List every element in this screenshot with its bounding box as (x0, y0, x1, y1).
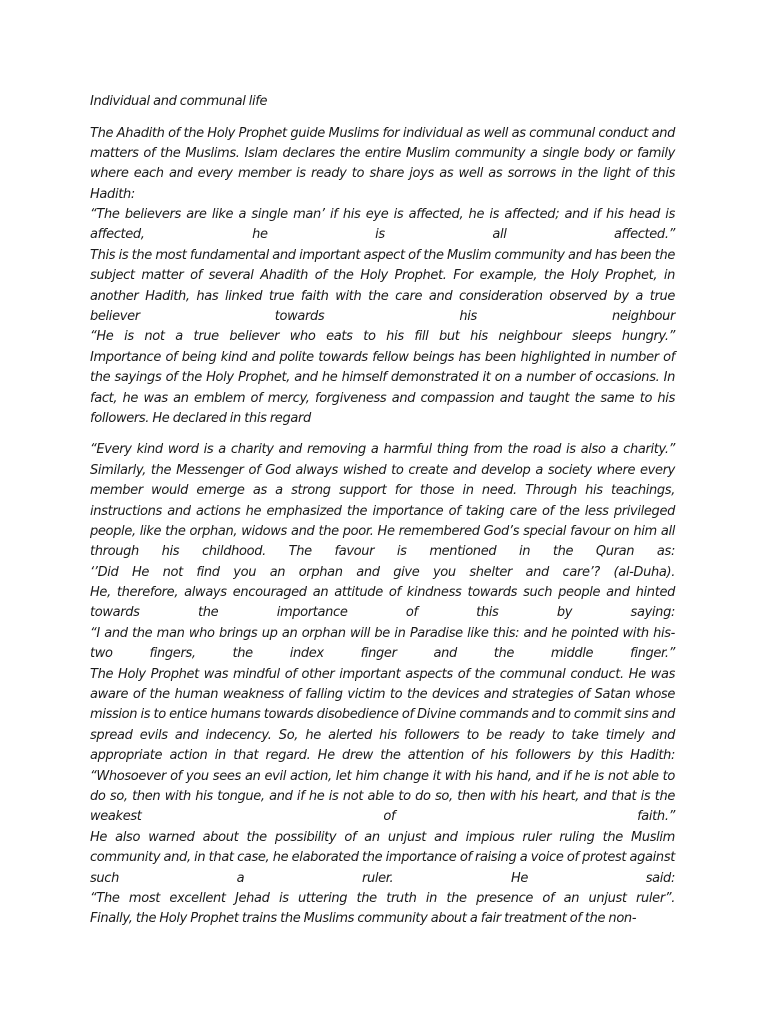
text-line: mission is to entice humans towards disobedience of Divine commands and to commit sins and (90, 707, 675, 723)
text-line: people, like the orphan, widows and the poor. He remembered God’s special favour on him all (90, 523, 675, 539)
text-line: He, therefore, always encouraged an attitude of kindness towards such people and hinted (90, 585, 675, 601)
text-line: where each and every member is ready to share joys as well as sorrows in the light of this (90, 166, 675, 182)
text-line: appropriate action in that regard. He drew the attention of his followers by this Hadith: (90, 748, 675, 764)
text-line: Similarly, the Messenger of God always wished to create and develop a society where every (90, 462, 675, 478)
paragraph (90, 440, 675, 929)
paragraph (90, 124, 675, 430)
text-line: fact, he was an emblem of mercy, forgiveness and compassion and taught the same to his (90, 390, 675, 406)
text-line: subject matter of several Ahadith of the Holy Prophet. For example, the Holy Prophet, in (90, 268, 675, 284)
text-line: followers. He declared in this regard (90, 410, 311, 426)
text-line: Finally, the Holy Prophet trains the Muslims community about a fair treatment of the non- (90, 911, 637, 927)
text-line: affected, he is all affected.” (90, 227, 675, 243)
text-line: spread evils and indecency. So, he alerted his followers to be ready to take timely and (90, 727, 675, 743)
text-line: “The most excellent Jehad is uttering the truth in the presence of an unjust ruler”. (90, 890, 675, 906)
text-line: He also warned about the possibility of an unjust and impious ruler ruling the Muslim (90, 829, 675, 845)
text-line: instructions and actions he emphasized the importance of taking care of the less privileged (90, 503, 675, 519)
text-line: “Every kind word is a charity and removing a harmful thing from the road is also a charity.” (90, 442, 675, 458)
text-line: weakest of faith.” (90, 809, 675, 825)
document-title: Individual and communal life (90, 94, 268, 109)
text-line: The Holy Prophet was mindful of other important aspects of the communal conduct. He was (90, 666, 675, 682)
text-line: “Whosoever of you sees an evil action, let him change it with his hand, and if he is not able to (90, 768, 675, 784)
text-line: Hadith: (90, 186, 135, 202)
text-line: the sayings of the Holy Prophet, and he himself demonstrated it on a number of occasions. In (90, 370, 675, 386)
document-body (90, 92, 675, 930)
text-line: towards the importance of this by saying: (90, 605, 675, 621)
text-line: such a ruler. He said: (90, 870, 675, 886)
text-line: aware of the human weakness of falling victim to the devices and strategies of Satan whose (90, 687, 675, 703)
text-line: The Ahadith of the Holy Prophet guide Muslims for individual as well as communal conduct and (90, 125, 675, 141)
text-line: Importance of being kind and polite towards fellow beings has been highlighted in number of (90, 349, 675, 365)
text-line: two fingers, the index finger and the middle finger.” (90, 646, 675, 662)
text-line: “The believers are like a single man’ if his eye is affected, he is affected; and if his head is (90, 207, 675, 223)
text-line: believer towards his neighbour (90, 309, 675, 325)
text-line: another Hadith, has linked true faith with the care and consideration observed by a true (90, 288, 675, 304)
text-line: This is the most fundamental and important aspect of the Muslim community and has been the (90, 247, 675, 263)
text-line: community and, in that case, he elaborated the importance of raising a voice of protest against (90, 850, 675, 866)
text-line: ‘’Did He not find you an orphan and give you shelter and care’? (al-Duha). (90, 564, 675, 580)
text-line: member would emerge as a strong support for those in need. Through his teachings, (90, 483, 675, 499)
text-line: do so, then with his tongue, and if he is not able to do so, then with his heart, and that is the (90, 789, 675, 804)
text-line: matters of the Muslims. Islam declares the entire Muslim community a single body or family (90, 145, 675, 161)
text-line: “I and the man who brings up an orphan will be in Paradise like this: and he pointed with his- (90, 625, 675, 641)
text-line: through his childhood. The favour is mentioned in the Quran as: (90, 544, 675, 560)
text-line: “He is not a true believer who eats to his fill but his neighbour sleeps hungry.” (90, 329, 675, 345)
paragraph-container (90, 124, 675, 930)
